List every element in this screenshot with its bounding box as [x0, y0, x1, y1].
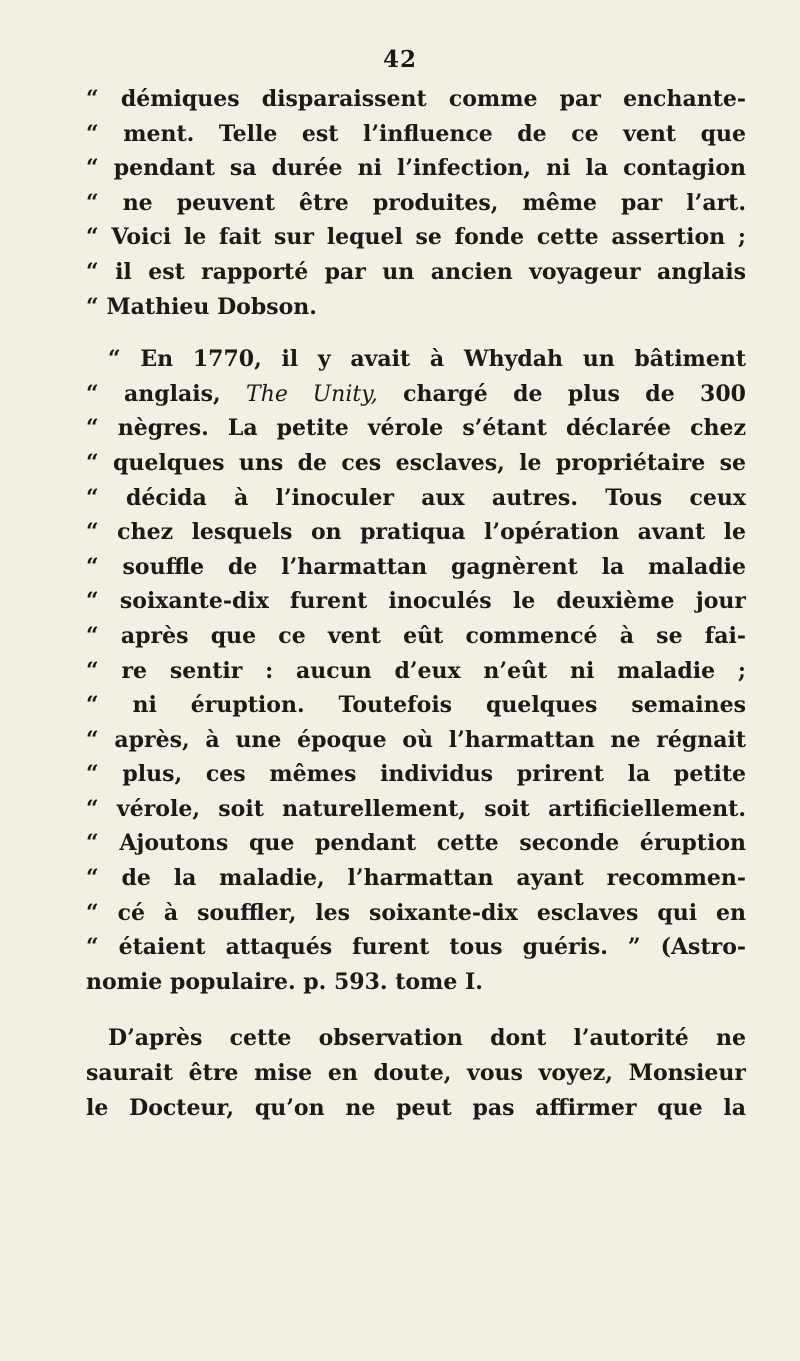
text-line: “ chez lesquels on pratiqua l’opération avant le [86, 519, 746, 546]
text-line: “ ne peuvent être produites, même par l’art. [86, 189, 746, 216]
text-line: “ soixante-dix furent inoculés le deuxième jour [86, 588, 746, 615]
text-line: le Docteur, qu’on ne peut pas affirmer que la [86, 1094, 746, 1121]
text-line: “ quelques uns de ces esclaves, le propriétaire se [86, 449, 746, 476]
text-line: “ Ajoutons que pendant cette seconde éruption [86, 830, 746, 857]
text-line-with-ship-name [86, 377, 746, 412]
paragraph-whydah-anecdote [86, 342, 746, 999]
text-line: “ démiques disparaissent comme par enchante- [86, 86, 746, 112]
text-line: “ Voici le fait sur lequel se fonde cette assertion ; [86, 224, 746, 251]
ship-name: The Unity, [246, 381, 378, 407]
text-line: “ re sentir : aucun d’eux n’eût ni maladie ; [86, 657, 746, 684]
line-prefix: “ anglais, [86, 380, 247, 407]
text-line: “ souffle de l’harmattan gagnèrent la maladie [86, 553, 746, 580]
text-line: “ plus, ces mêmes individus prirent la petite [86, 761, 746, 788]
text-line: “ nègres. La petite vérole s’étant déclarée chez [86, 415, 746, 442]
text-line: “ ni éruption. Toutefois quelques semaines [86, 692, 746, 719]
text-line: “ décida à l’inoculer aux autres. Tous ceux [86, 484, 746, 511]
text-line: D’après cette observation dont l’autorité ne [108, 1025, 746, 1052]
text-line: saurait être mise en doute, vous voyez, Monsieur [86, 1060, 746, 1087]
paragraph-author-comment [86, 1021, 746, 1125]
text-line: “ vérole, soit naturellement, soit artificiellement. [86, 795, 746, 822]
text-line: “ après que ce vent eût commencé à se fai- [86, 622, 746, 649]
paragraph-quote-continuation [86, 82, 746, 324]
text-line: “ étaient attaqués furent tous guéris. ” (Astro- [86, 934, 746, 961]
text-line: “ pendant sa durée ni l’infection, ni la contagion [86, 155, 746, 182]
citation: nomie populaire. p. 593. tome I. [86, 968, 483, 995]
text-line: “ après, à une époque où l’harmattan ne régnait [86, 726, 746, 753]
text-line: “ En 1770, il y avait à Whydah un bâtiment [108, 346, 746, 373]
line-suffix: chargé de plus de 300 [377, 380, 746, 407]
body-text [86, 82, 746, 1125]
text-line: “ ment. Telle est l’influence de ce vent que [86, 120, 746, 147]
text-line: “ il est rapporté par un ancien voyageur anglais [86, 258, 746, 285]
page-number: 42 [382, 46, 417, 73]
text-line: “ cé à souffler, les soixante-dix esclaves qui en [86, 899, 746, 926]
text-line: “ Mathieu Dobson. [86, 293, 317, 320]
text-line: “ de la maladie, l’harmattan ayant recommen- [86, 865, 746, 892]
